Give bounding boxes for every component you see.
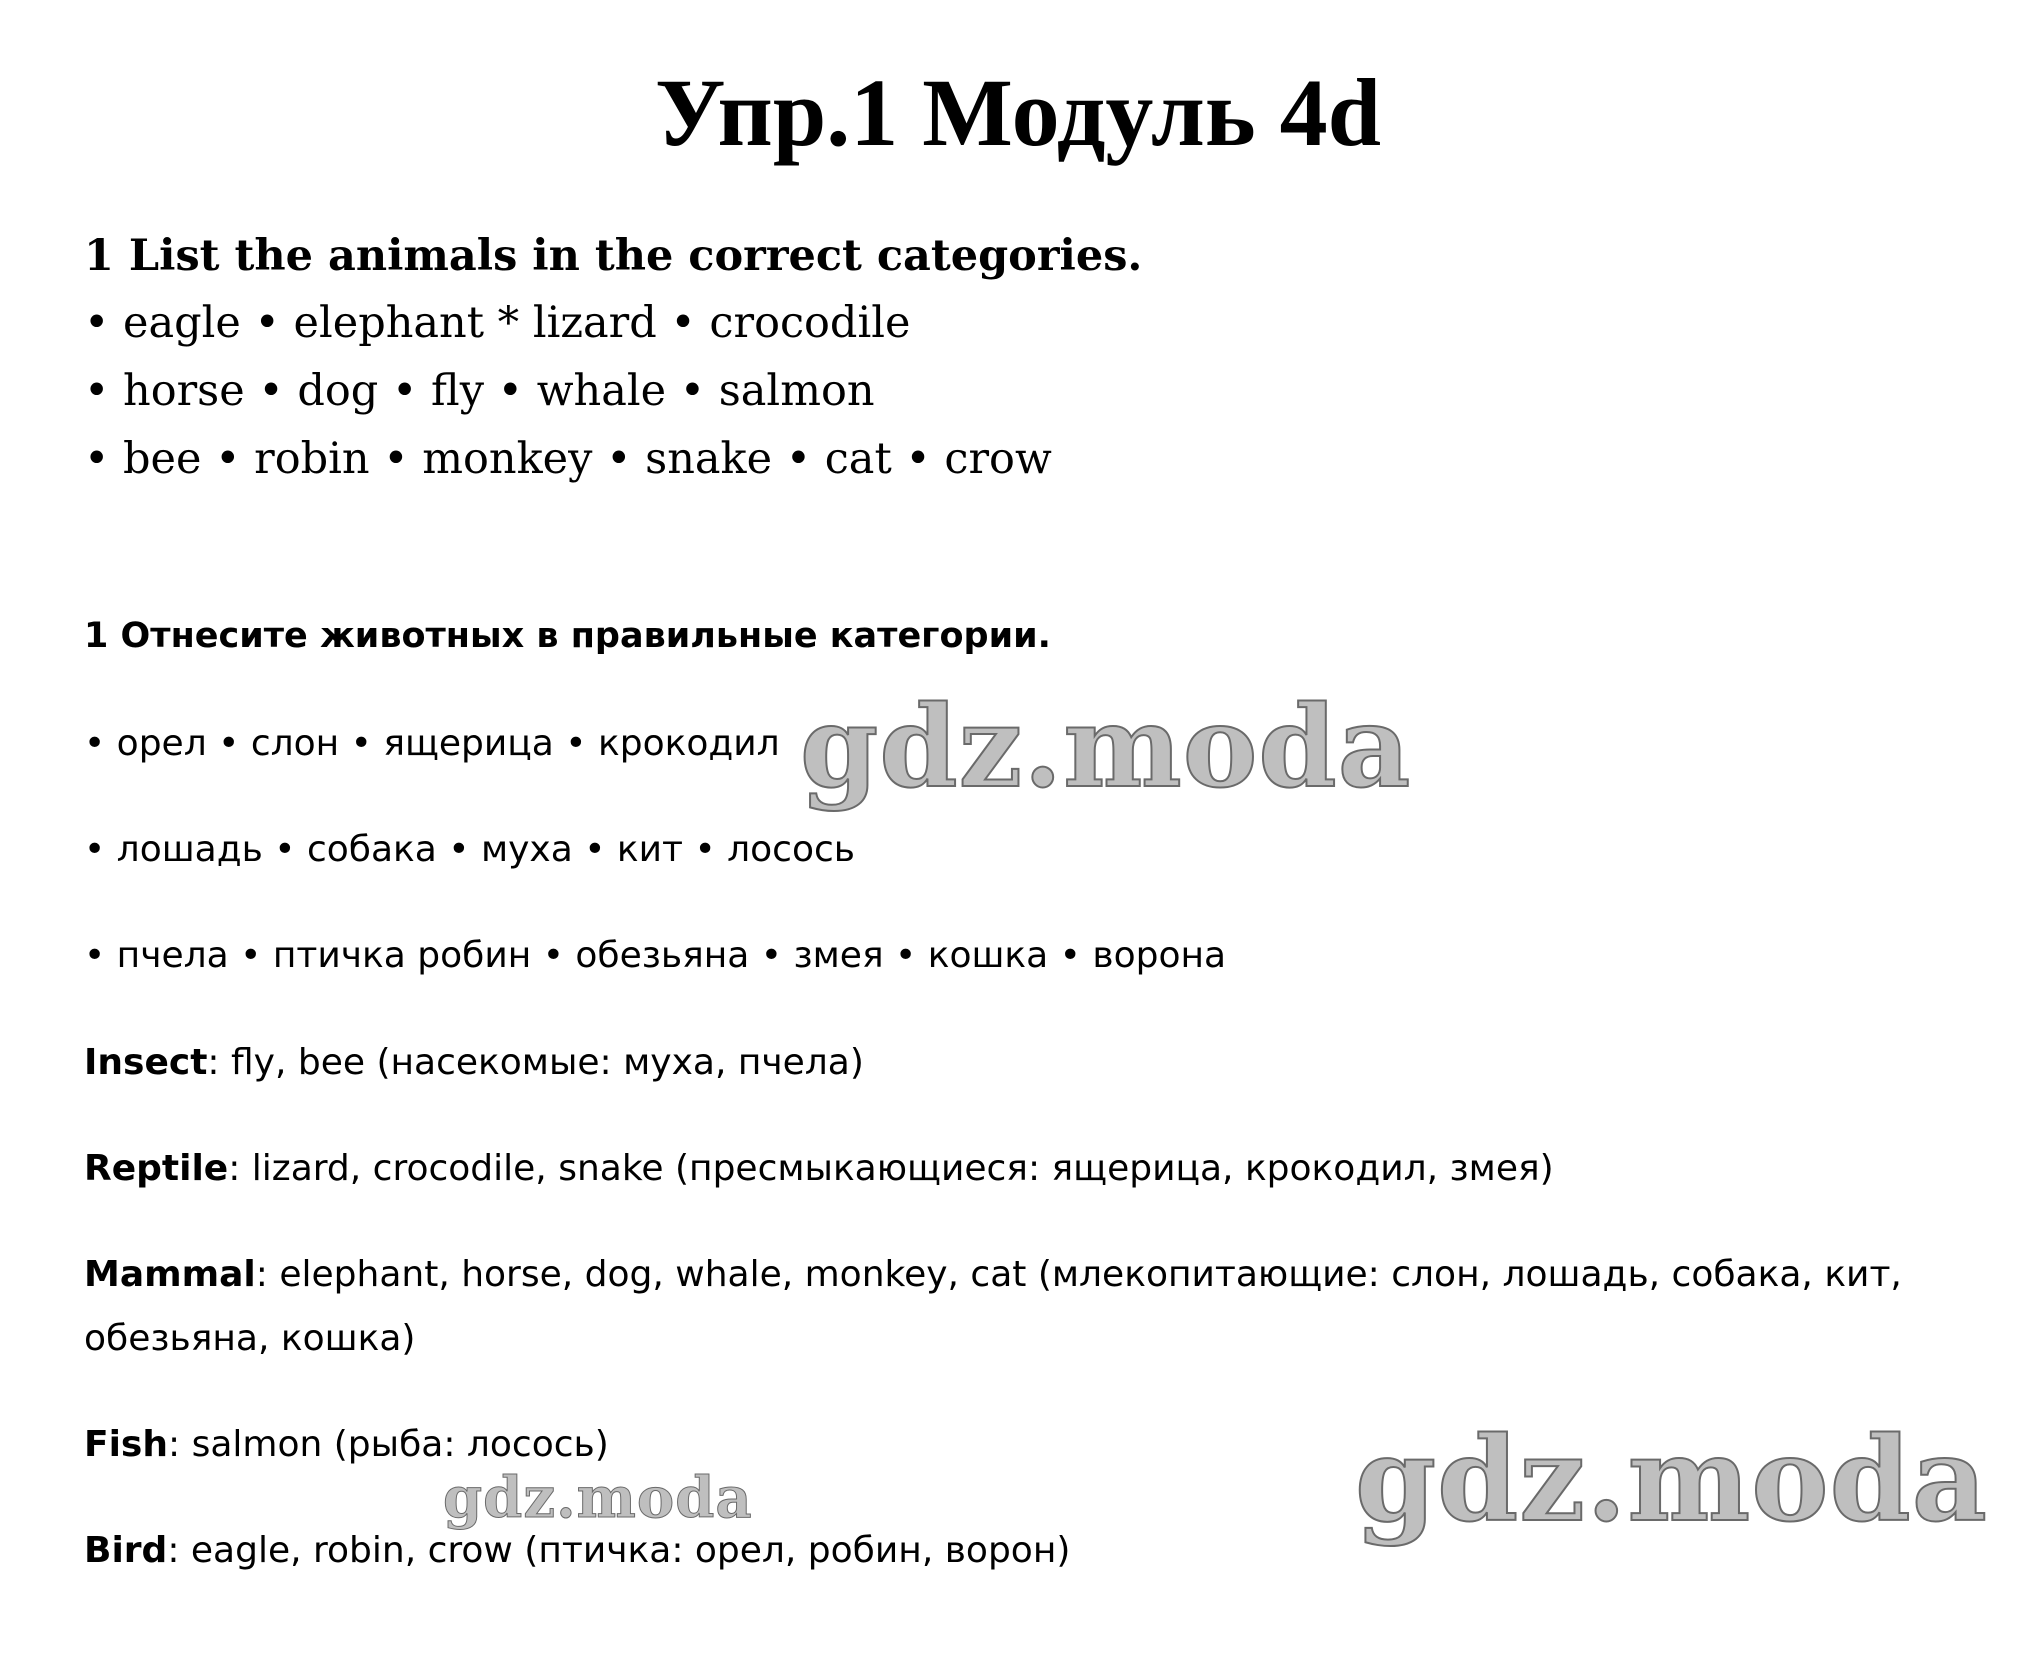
english-word-list-line: • bee • robin • monkey • snake • cat • crow (84, 434, 1052, 484)
answer-mammal (84, 1243, 1902, 1371)
category-label: Insect (84, 1042, 208, 1083)
russian-word-list-line: • орел • слон • ящерица • крокодил (84, 723, 780, 764)
page-title: Упр.1 Модуль 4d (654, 59, 1382, 166)
watermark: gdz.moda (800, 682, 1412, 813)
watermark: gdz.moda (443, 1465, 753, 1531)
russian-word-list-line: • лошадь • собака • муха • кит • лосось (84, 829, 855, 870)
english-word-list-line: • horse • dog • fly • whale • salmon (84, 366, 875, 416)
watermark: gdz.moda (1355, 1412, 1988, 1548)
category-label: Mammal (84, 1254, 256, 1295)
category-members: : fly, bee (насекомые: муха, пчела) (207, 1042, 864, 1083)
category-members: : salmon (рыба: лосось) (168, 1424, 609, 1465)
english-word-list-line: • eagle • elephant * lizard • crocodile (84, 298, 911, 348)
answer-reptile (84, 1137, 1554, 1201)
category-members: : eagle, robin, crow (птичка: орел, робин, ворон) (167, 1530, 1071, 1571)
english-task-heading: 1 List the animals in the correct categories. (84, 231, 1143, 281)
russian-task-heading: 1 Отнесите животных в правильные категории. (84, 616, 1051, 656)
category-members: : lizard, crocodile, snake (пресмыкающиеся: ящерица, крокодил, змея) (228, 1148, 1554, 1189)
category-members-continued: обезьяна, кошка) (84, 1318, 416, 1359)
category-members: : elephant, horse, dog, whale, monkey, cat (млекопитающие: слон, лошадь, собака, кит, (255, 1254, 1902, 1295)
category-label: Bird (84, 1530, 168, 1571)
answer-insect (84, 1031, 864, 1095)
category-label: Reptile (84, 1148, 229, 1189)
category-label: Fish (84, 1424, 168, 1465)
russian-word-list-line: • пчела • птичка робин • обезьяна • змея • кошка • ворона (84, 935, 1227, 976)
